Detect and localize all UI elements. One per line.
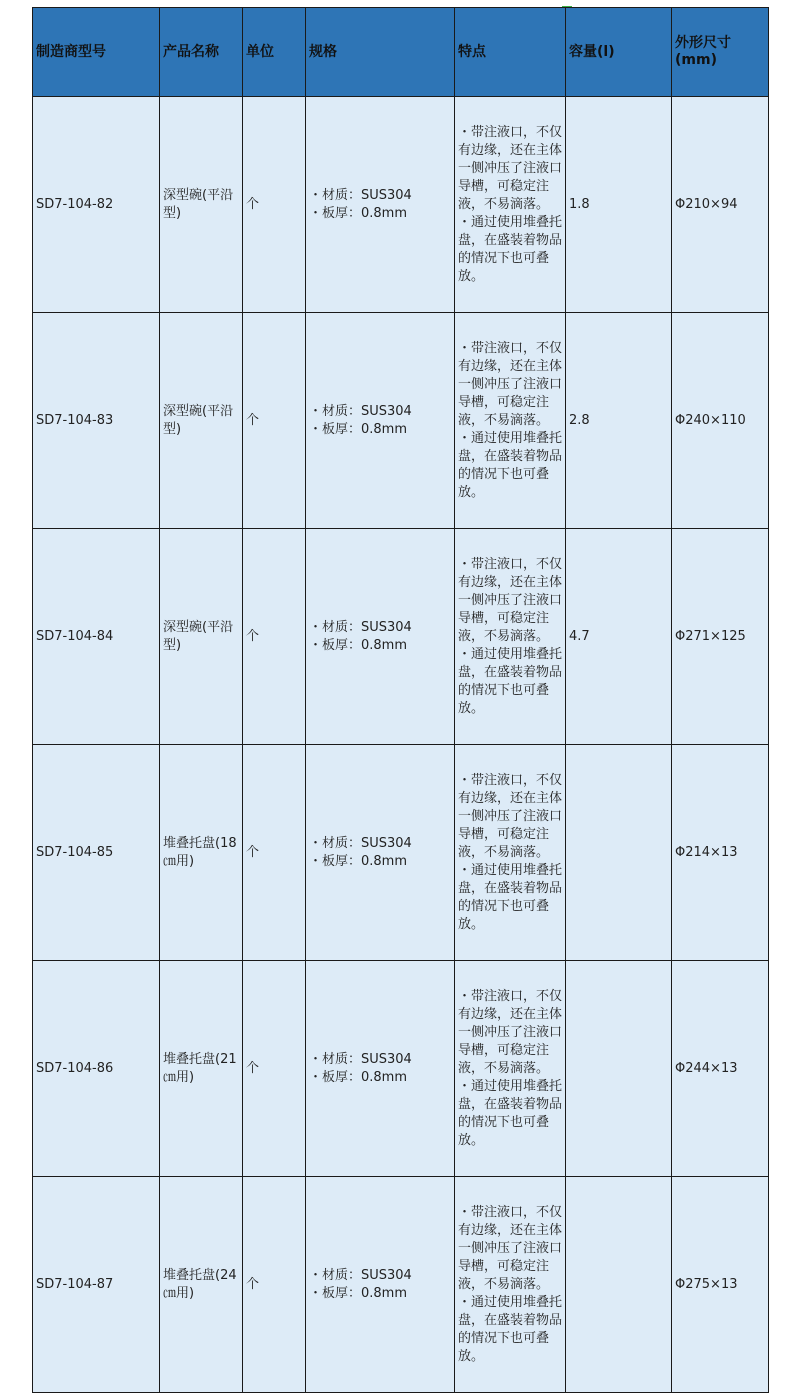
cell-name: 堆叠托盘(21㎝用) — [160, 961, 243, 1177]
header-name: 产品名称 — [160, 8, 243, 97]
cell-model: SD7-104-84 — [33, 529, 160, 745]
cell-unit: 个 — [243, 97, 306, 313]
cell-capacity — [566, 1177, 672, 1393]
cell-size: Φ271×125 — [672, 529, 769, 745]
cell-model: SD7-104-85 — [33, 745, 160, 961]
cell-name: 堆叠托盘(24㎝用) — [160, 1177, 243, 1393]
cell-feature: ・带注液口，不仅有边缘，还在主体一侧冲压了注液口导槽，可稳定注液，不易滴落。 ・通过使用堆叠托盘，在盛装着物品的情况下也可叠放。 — [455, 529, 566, 745]
header-capacity: 容量(l) — [566, 8, 672, 97]
cell-model: SD7-104-83 — [33, 313, 160, 529]
cell-feature: ・带注液口，不仅有边缘，还在主体一侧冲压了注液口导槽，可稳定注液，不易滴落。 ・通过使用堆叠托盘，在盛装着物品的情况下也可叠放。 — [455, 313, 566, 529]
cell-name: 深型碗(平沿型) — [160, 529, 243, 745]
cell-unit: 个 — [243, 313, 306, 529]
cell-spec: ・材质：SUS304 ・板厚：0.8mm — [306, 1177, 455, 1393]
cell-unit: 个 — [243, 529, 306, 745]
header-feature: 特点 — [455, 8, 566, 97]
cell-spec: ・材质：SUS304 ・板厚：0.8mm — [306, 97, 455, 313]
product-spec-table — [32, 7, 769, 1393]
header-size: 外形尺寸(mm) — [672, 8, 769, 97]
cell-model: SD7-104-82 — [33, 97, 160, 313]
table-row — [33, 1177, 769, 1393]
cell-size: Φ214×13 — [672, 745, 769, 961]
table-row — [33, 961, 769, 1177]
header-unit: 单位 — [243, 8, 306, 97]
cell-spec: ・材质：SUS304 ・板厚：0.8mm — [306, 961, 455, 1177]
cell-unit: 个 — [243, 1177, 306, 1393]
cell-name: 深型碗(平沿型) — [160, 313, 243, 529]
cell-model: SD7-104-87 — [33, 1177, 160, 1393]
cell-spec: ・材质：SUS304 ・板厚：0.8mm — [306, 745, 455, 961]
cell-capacity: 1.8 — [566, 97, 672, 313]
cell-name: 深型碗(平沿型) — [160, 97, 243, 313]
table-row — [33, 745, 769, 961]
cell-name: 堆叠托盘(18㎝用) — [160, 745, 243, 961]
header-row — [33, 8, 769, 97]
cell-size: Φ275×13 — [672, 1177, 769, 1393]
header-model: 制造商型号 — [33, 8, 160, 97]
header-spec: 规格 — [306, 8, 455, 97]
cell-feature: ・带注液口，不仅有边缘，还在主体一侧冲压了注液口导槽，可稳定注液，不易滴落。 ・通过使用堆叠托盘，在盛装着物品的情况下也可叠放。 — [455, 1177, 566, 1393]
cell-capacity: 2.8 — [566, 313, 672, 529]
cell-size: Φ244×13 — [672, 961, 769, 1177]
cell-unit: 个 — [243, 745, 306, 961]
table-row — [33, 529, 769, 745]
cell-feature: ・带注液口，不仅有边缘，还在主体一侧冲压了注液口导槽，可稳定注液，不易滴落。 ・通过使用堆叠托盘，在盛装着物品的情况下也可叠放。 — [455, 97, 566, 313]
cell-capacity — [566, 745, 672, 961]
cell-size: Φ210×94 — [672, 97, 769, 313]
table-row — [33, 97, 769, 313]
cell-spec: ・材质：SUS304 ・板厚：0.8mm — [306, 313, 455, 529]
cell-capacity: 4.7 — [566, 529, 672, 745]
cell-unit: 个 — [243, 961, 306, 1177]
cell-size: Φ240×110 — [672, 313, 769, 529]
cell-feature: ・带注液口，不仅有边缘，还在主体一侧冲压了注液口导槽，可稳定注液，不易滴落。 ・通过使用堆叠托盘，在盛装着物品的情况下也可叠放。 — [455, 961, 566, 1177]
cell-spec: ・材质：SUS304 ・板厚：0.8mm — [306, 529, 455, 745]
cell-capacity — [566, 961, 672, 1177]
table-row — [33, 313, 769, 529]
cell-model: SD7-104-86 — [33, 961, 160, 1177]
cell-feature: ・带注液口，不仅有边缘，还在主体一侧冲压了注液口导槽，可稳定注液，不易滴落。 ・通过使用堆叠托盘，在盛装着物品的情况下也可叠放。 — [455, 745, 566, 961]
